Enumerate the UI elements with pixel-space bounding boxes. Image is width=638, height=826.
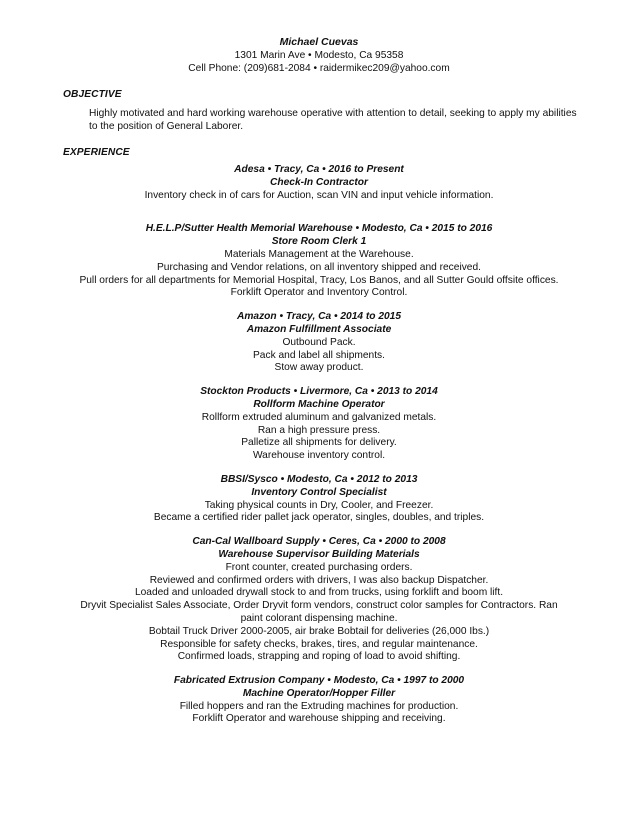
job-duty: Rollform extruded aluminum and galvanized metals. [201,411,437,423]
job-duty: Materials Management at the Warehouse. [224,248,414,260]
job-duty: Reviewed and confirmed orders with drivers, I was also backup Dispatcher. [149,574,489,586]
job-duty [0,600,638,626]
job-entry [0,675,638,726]
job-duty: Purchasing and Vendor relations, on all inventory shipped and received. [157,261,481,273]
job-company: Adesa • Tracy, Ca • 2016 to Present [234,164,404,175]
objective-heading: OBJECTIVE [63,89,122,100]
job-title: Rollform Machine Operator [253,398,385,410]
job-entry [0,311,638,375]
job-company: Can-Cal Wallboard Supply • Ceres, Ca • 2000 to 2008 [192,536,446,548]
job-duty: Pull orders for all departments for Memorial Hospital, Tracy, Los Banos, and all Sutter Gould offsite offices. [79,274,559,286]
experience-heading: EXPERIENCE [63,147,130,158]
job-title: Store Room Clerk 1 [271,236,367,248]
job-title: Machine Operator/Hopper Filler [242,687,396,699]
address: 1301 Marin Ave • Modesto, Ca 95358 [234,50,404,61]
job-title: Inventory Control Specialist [251,486,387,498]
job-duty: Stow away product. [274,362,364,374]
job-duty: Front counter, created purchasing orders. [225,561,413,573]
job-duty: Taking physical counts in Dry, Cooler, and Freezer. [204,499,434,511]
job-duty: Filled hoppers and ran the Extruding machines for production. [179,700,459,712]
job-company: Amazon • Tracy, Ca • 2014 to 2015 [237,311,401,323]
objective-text: Highly motivated and hard working warehouse operative with attention to detail, seeking to apply my abilities to the position of General Laborer. [89,108,577,132]
job-duty: Outbound Pack. [282,336,356,348]
job-duty: Palletize all shipments for delivery. [241,437,397,449]
job-duty: Bobtail Truck Driver 2000-2005, air brake Bobtail for deliveries (26,000 Ibs.) [148,625,490,637]
job-entry [0,474,638,525]
job-duty: Pack and label all shipments. [253,349,385,361]
job-duty: Became a certified rider pallet jack operator, singles, doubles, and triples. [153,512,485,524]
job-entry [0,386,638,463]
job-company: Fabricated Extrusion Company • Modesto, Ca • 1997 to 2000 [173,675,465,687]
job-company: H.E.L.P/Sutter Health Memorial Warehouse • Modesto, Ca • 2015 to 2016 [145,223,493,235]
job-title: Amazon Fulfillment Associate [246,323,392,335]
job-duty: Ran a high pressure press. [257,424,381,436]
job-duty-text: Dryvit Specialist Sales Associate, Order Dryvit form vendors, construct color samples for Contractors. Ran paint colorant dispensing machine. [80,600,558,624]
job-duty: Forklift Operator and warehouse shipping and receiving. [192,713,446,725]
job-title: Warehouse Supervisor Building Materials [218,548,420,560]
job-company: Stockton Products • Livermore, Ca • 2013 to 2014 [200,386,438,398]
resume-header [0,36,638,75]
job-company: BBSI/Sysco • Modesto, Ca • 2012 to 2013 [220,473,418,485]
job-duty: Inventory check in of cars for Auction, scan VIN and input vehicle information. [144,189,494,201]
job-duty: Responsible for safety checks, brakes, tires, and regular maintenance. [160,638,478,650]
job-duty: Loaded and unloaded drywall stock to and from trucks, using forklift and boom lift. [134,587,504,599]
job-duty: Confirmed loads, strapping and roping of load to avoid shifting. [177,651,461,663]
job-title: Check-In Contractor [270,176,368,188]
job-entry [0,223,638,300]
job-entry [0,164,638,202]
job-entry [0,536,638,664]
experience-list [0,164,638,737]
job-duty: Forklift Operator and Inventory Control. [230,287,408,299]
job-duty: Warehouse inventory control. [252,450,386,462]
contact-info: Cell Phone: (209)681-2084 • raidermikec209@yahoo.com [188,63,450,74]
candidate-name: Michael Cuevas [279,36,359,48]
